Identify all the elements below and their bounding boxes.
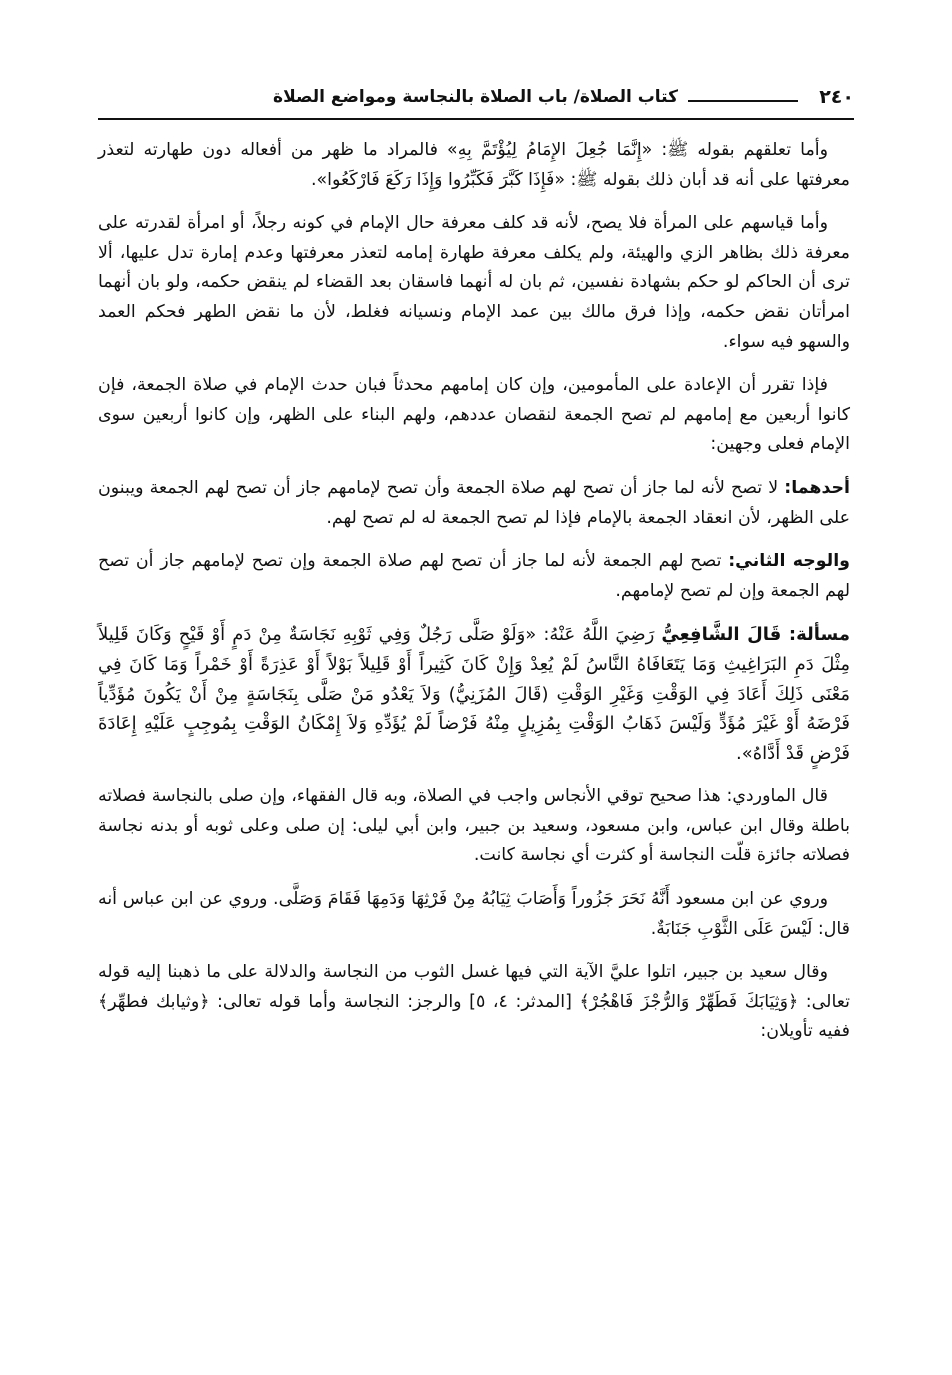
paragraph <box>98 371 850 460</box>
paragraph <box>98 885 850 944</box>
paragraph-text: لا تصح لأنه لما جاز أن تصح لهم صلاة الجمعة وأن تصح لإمامهم جاز أن تصح لهم الجمعة ويبنون على الظهر، لأن انعقاد الجمعة بالإمام فإذا لم تصح الجمعة له لم تصح لهم. <box>98 477 850 528</box>
paragraph <box>98 209 850 357</box>
paragraph-text: رَضِيَ اللَّهُ عَنْهُ: «وَلَوْ صَلَّى رَجُلٌ وَفِي ثَوْبِهِ نَجَاسَةٌ مِنْ دَمٍ أَوْ قَيْحٍ وَكَانَ قَلِيلاً مِثْلَ دَمِ البَرَاغِيثِ وَمَا يَتَعَافَاهُ النَّاسُ لَمْ يُعِدْ وَإِنْ كَانَ كَثِيراً أَوْ قَلِيلاً بَوْلاً أَوْ عَذِرَةً أَوْ خَمْراً وَمَا كَانَ فِي مَعْنَى ذَلِكَ أَعَادَ فِي الوَقْتِ وَغَيْرِ الوَقْتِ (قَالَ المُزَنِيُّ) وَلاَ يَعْدُو مَنْ صَلَّى بِنَجَاسَةٍ مِنْ أَنْ يَكُونَ مُؤَدِّياً فَرْضَهُ أَوْ غَيْرَ مُؤَدٍّ وَلَيْسَ ذَهَابُ الوَقْتِ بِمُزِيلٍ مِنْهُ فَرْضاً لَمْ يُؤَدِّهِ وَلاَ إِمْكَانُ الوَقْتِ بِمُوجِبٍ عَلَيْهِ إِعَادَةَ فَرْضٍ قَدْ أَدَّاهُ». <box>98 624 850 764</box>
running-title: كتاب الصلاة/ باب الصلاة بالنجاسة ومواضع الصلاة <box>273 87 678 107</box>
paragraph-text: وأما قياسهم على المرأة فلا يصح، لأنه قد كلف معرفة حال الإمام في كونه رجلاً، أو امرأة لقدرته على معرفة ذلك بظاهر الزي والهيئة، ولم يكلف معرفة طهارة إمامه لتعذر معرفتها وعدم إمارة تدل عليها، ألا ترى أن الحاكم لو حكم بشهادة نفسين، ثم بان له أنهما فاسقان بعد القضاء لم ينقض حكمه، ولو بان أنهما امرأتان نقض حكمه، وإذا فرق مالك بين عمد الإمام ونسيانه فغلط، لأن ما نقض الطهر فحكم العمد والسهو فيه سواء. <box>98 213 850 352</box>
paragraph-text: قال الماوردي: هذا صحيح توقي الأنجاس واجب في الصلاة، وبه قال الفقهاء، وإن صلى بالنجاسة فصلاته باطلة وقال ابن عباس، وابن مسعود، وسعيد بن جبير، وابن أبي ليلى: إن صلى وعلى ثوبه أو بدنه نجاسة فصلاته جائزة قلّت النجاسة أو كثرت أي نجاسة كانت. <box>98 786 850 866</box>
paragraph-text: وقال سعيد بن جبير، اتلوا عليَّ الآية التي فيها غسل الثوب من النجاسة والدلالة على ما ذهبنا إليه قوله تعالى: ﴿وَثِيَابَكَ فَطَهِّرْ وَالرُّجْزَ فَاهْجُرْ﴾ [المدثر: ٤، ٥] والرجز: النجاسة وأما قوله تعالى: ﴿وثيابك فطهِّر﴾ ففيه تأويلان: <box>98 962 850 1042</box>
paragraph <box>98 958 850 1047</box>
paragraph-text: تصح لهم الجمعة لأنه لما جاز أن تصح لهم صلاة الجمعة وإن تصح لإمامهم جاز أن تصح لهم الجمعة وإن لم تصح لإمامهم. <box>98 551 850 601</box>
page-header <box>98 84 854 120</box>
paragraph-text: وأما تعلقهم بقوله ﷺ: «إِنَّمَا جُعِلَ الإِمَامُ لِيُؤْتَمَّ بِهِ» فالمراد ما ظهر من أفعاله دون طهارته لتعذر معرفتها على أنه قد أبان ذلك بقوله ﷺ: «فَإِذَا كَبَّرَ فَكَبِّرُوا وَإِذَا رَكَعَ فَارْكَعُوا». <box>98 140 850 190</box>
paragraph <box>98 474 850 533</box>
paragraph <box>98 547 850 606</box>
header-rule <box>688 100 798 102</box>
paragraph <box>98 782 850 871</box>
paragraph <box>98 136 850 195</box>
paragraph-lead: مسألة: قَالَ الشَّافِعِيُّ <box>661 624 851 646</box>
paragraph-lead: أحدهما: <box>784 477 850 498</box>
paragraph-lead: والوجه الثاني: <box>728 551 850 572</box>
paragraph-text: فإذا تقرر أن الإعادة على المأمومين، وإن كان إمامهم محدثاً فبان حدث الإمام في صلاة الجمعة، فإن كانوا أربعين مع إمامهم لم تصح الجمعة لنقصان عددهم، ولهم البناء على الظهر، وإن كانوا أربعين سوى الإمام فعلى وجهين: <box>98 375 850 455</box>
page-body <box>98 136 850 1061</box>
paragraph <box>98 620 850 768</box>
paragraph-text: وروي عن ابن مسعود أَنَّهُ نَحَرَ جَزُوراً وَأَصَابَ ثِيَابُهُ مِنْ فَرْثِهَا وَدَمِهَا فَقَامَ وَصَلَّى. وروي عن ابن عباس أنه قال: لَيْسَ عَلَى الثَّوْبِ جَنَابَةٌ. <box>98 889 850 939</box>
page-number: ٢٤٠ <box>819 86 854 108</box>
